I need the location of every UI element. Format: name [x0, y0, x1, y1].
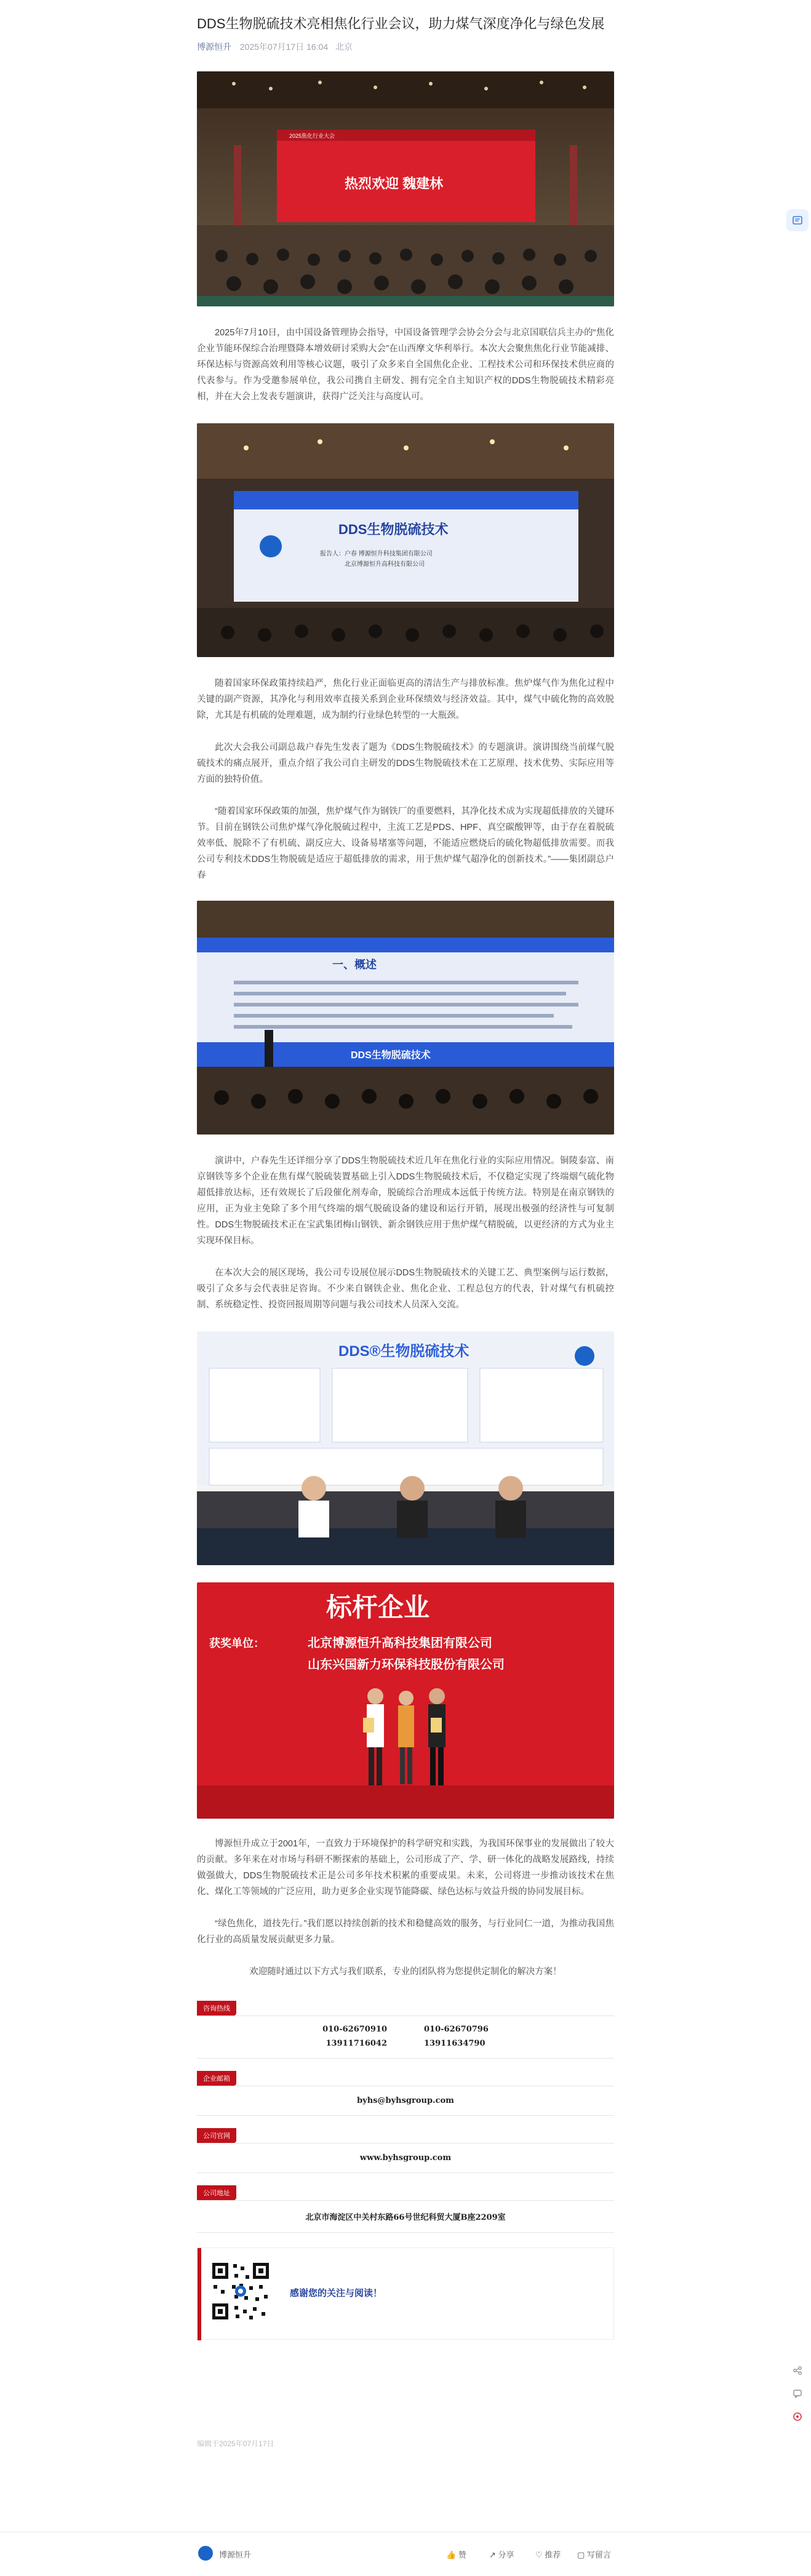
slide-heading: 一、概述: [332, 959, 377, 971]
account-name-link[interactable]: 博源恒升: [197, 42, 231, 52]
publish-location: 北京: [335, 42, 353, 52]
thumb-up-icon: 👍: [446, 2550, 457, 2559]
account-avatar[interactable]: [198, 2546, 213, 2561]
paragraph-5: 演讲中，户春先生还详细分享了DDS生物脱硫技术近几年在焦化行业的实际应用情况。铜陵泰富、南京钢铁等多个企业在焦有煤气脱硫装置基础上引入DDS生物脱硫技术后，不仅稳定实现了终端烟气硫化物超低排放达标，还有效规长了后段催化剂寿命，脱硫综合治理成本远低于传统方法。特别是在南京钢铁的应用，正为业主免除了多个用气终端的烟气脱硫设备的建设和运行开销，展现出极强的经济性与可复制性。DDS生物脱硫技术正在宝武集团梅山钢铁、新余钢铁应用于焦炉煤气精脱硫，以更经济的方式为业主实现环保目标。: [197, 1156, 614, 1246]
email-label: 企业邮箱: [197, 2071, 236, 2086]
comment-label: 写留言: [586, 2550, 611, 2559]
publish-date: 2025年07月17日 16:04: [239, 42, 329, 52]
contact-email-block: [197, 2071, 614, 2116]
conference-hall-image: [197, 71, 614, 306]
phone-row-1: [197, 2025, 614, 2034]
poster-title: DDS®生物脱硫技术: [338, 1343, 469, 1360]
paragraph-7: 博源恒升成立于2001年，一直致力于环境保护的科学研究和实践，为我国环保事业的发展做出了较大的贡献。多年来在对市场与科研不断探索的基础上，公司形成了产、学、研一体化的战略发展路线，持续做强做大，DDS生物脱硫技术正是公司多年技术积累的重要成果。未来，公司将进一步推动该技术在焦化、煤化工等领域的广泛应用，助力更多企业实现节能降碳、绿色达标与效益升级的协同发展目标。: [197, 1839, 614, 1897]
overview-slide-photo[interactable]: [197, 901, 614, 1134]
screen-company-text: 北京博源恒升高科技有限公司: [345, 561, 425, 568]
award-ceremony-image: [197, 1582, 614, 1819]
qr-code-icon[interactable]: [210, 2260, 271, 2322]
closing-quote: “绿色焦化，道技先行。”我们愿以持续创新的技术和稳健高效的服务，与行业同仁一道，为推动我国焦化行业的高质量发展贡献更多力量。: [197, 1919, 614, 1945]
phone-label: 咨询热线: [197, 2001, 236, 2016]
phone-number[interactable]: 010-62670796: [424, 2025, 489, 2034]
divider: [197, 2232, 614, 2233]
phone-row-2: [197, 2039, 614, 2048]
side-share-icon[interactable]: [786, 2359, 809, 2382]
exhibition-booth-photo[interactable]: [197, 1331, 614, 1565]
award-company-2: 山东兴国新力环保科技股份有限公司: [308, 1658, 505, 1672]
overview-slide-image: [197, 901, 614, 1134]
article-meta: [197, 41, 614, 53]
side-reading-icon[interactable]: [786, 209, 809, 231]
phone-number[interactable]: 13911634790: [424, 2039, 485, 2048]
recommend-button[interactable]: [535, 2548, 561, 2560]
screen-reporter-text: 报告人：户春 博源恒升科技集团有限公司: [320, 551, 433, 557]
phone-number[interactable]: 13911716042: [326, 2039, 387, 2048]
qr-accent-bar: [198, 2248, 201, 2340]
like-button[interactable]: [446, 2548, 466, 2560]
bottom-action-bar: [0, 2532, 811, 2576]
site-label: 公司官网: [197, 2128, 236, 2143]
award-headline: 标杆企业: [326, 1593, 430, 1622]
comment-button[interactable]: [577, 2548, 611, 2560]
comment-icon: ▢: [577, 2550, 585, 2559]
slide-bottom-title: DDS生物脱硫技术: [351, 1050, 431, 1061]
share-icon: ↗: [489, 2550, 496, 2559]
paragraph-3: 此次大会我公司副总裁户春先生发表了题为《DDS生物脱硫技术》的专题演讲。演讲围绕当前煤气脱硫技术的痛点展开，重点介绍了我公司自主研发的DDS生物脱硫技术在工艺原理、技术优势、实际应用等方面的独特价值。: [197, 743, 614, 784]
article-title: DDS生物脱硫技术亮相焦化行业会议，助力煤气深度净化与绿色发展: [197, 16, 605, 31]
paragraph-6: 在本次大会的展区现场，我公司专设展位展示DDS生物脱硫技术的关键工艺、典型案例与运行数据，吸引了众多与会代表驻足咨询。不少来自钢铁企业、焦化企业、工程总包方的代表，针对煤气有机硫控制、系统稳定性、投资回报周期等问题与我公司技术人员深入交流。: [197, 1268, 614, 1310]
share-button[interactable]: [489, 2548, 514, 2560]
bottom-account-name[interactable]: 博源恒升: [219, 2550, 252, 2559]
award-ceremony-photo[interactable]: [197, 1582, 614, 1819]
email-value[interactable]: byhs@byhsgroup.com: [357, 2096, 454, 2105]
address-label: 公司地址: [197, 2185, 236, 2200]
quote-paragraph: “随着国家环保政策的加强，焦炉煤气作为钢铁厂的重要燃料，其净化技术成为实现超低排放的关键环节。目前在钢铁公司焦炉煤气净化脱硫过程中，主流工艺是PDS、HPF、真空碳酸钾等，由于存在着脱硫效率低、脱除不了有机硫、副反应大、设备易堵塞等问题，不能适应燃烧后的硫化物超低排放需要。而我公司专利技术DDS生物脱硫是适应于超低排放的需求，用于焦炉煤气超净化的创新技术。”——集团副总户春: [197, 807, 614, 880]
recommend-label: 推荐: [545, 2550, 561, 2559]
divider: [197, 2172, 614, 2173]
side-comment-icon[interactable]: [786, 2382, 809, 2404]
website-value[interactable]: www.byhsgroup.com: [359, 2153, 452, 2163]
divider: [197, 2115, 614, 2116]
contact-invite: 欢迎随时通过以下方式与我们联系，专业的团队将为您提供定制化的解决方案！: [249, 1967, 562, 1977]
like-label: 赞: [458, 2550, 466, 2559]
presentation-screen-photo[interactable]: [197, 423, 614, 657]
divider: [197, 2200, 614, 2201]
screen-title-text: DDS生物脱硫技术: [338, 522, 449, 537]
address-value: 北京市海淀区中关村东路66号世纪科贸大厦B座2209室: [305, 2213, 506, 2222]
share-label: 分享: [498, 2550, 514, 2559]
heart-icon: ♡: [535, 2550, 543, 2559]
award-label: 获奖单位：: [209, 1637, 265, 1649]
edited-date: 编辑于2025年07月17日: [197, 2439, 274, 2448]
presentation-screen-image: [197, 423, 614, 657]
banner-small-text: 2025焦化行业大会: [289, 133, 335, 139]
conference-hall-photo[interactable]: [197, 71, 614, 306]
paragraph-1: 2025年7月10日，由中国设备管理协会指导，中国设备管理学会协会分会与北京国联信兵主办的“焦化企业节能环保综合治理暨降本增效研讨采购大会”在山西摩文华利举行。本次大会聚焦焦化行业节能减排、环保达标与资源高效利用等核心议题，吸引了众多来自全国焦化企业、工程技术公司和环保技术供应商的代表参与。作为受邀参展单位，我公司携自主研发、拥有完全自主知识产权的DDS生物脱硫技术精彩亮相，并在大会上发表专题演讲，获得广泛关注与高度认可。: [197, 328, 614, 402]
side-miniprogram-icon[interactable]: [786, 2406, 809, 2428]
qr-card: [197, 2247, 614, 2340]
contact-address-block: [197, 2185, 614, 2233]
divider: [197, 2058, 614, 2059]
phone-number[interactable]: 010-62670910: [322, 2025, 387, 2034]
exhibition-booth-image: [197, 1331, 614, 1565]
banner-caption: 热烈欢迎 魏建林: [345, 176, 444, 191]
award-company-1: 北京博源恒升高科技集团有限公司: [308, 1637, 492, 1650]
article-body: [197, 0, 614, 2449]
contact-phone-block: [197, 2001, 614, 2059]
paragraph-2: 随着国家环保政策持续趋严，焦化行业正面临更高的清洁生产与排放标准。焦炉煤气作为焦化过程中关键的副产资源，其净化与利用效率直接关系到企业环保绩效与经济效益。其中，煤气中硫化物的高效脱除，尤其是有机硫的处理难题，成为制约行业绿色转型的一大瓶颈。: [197, 679, 614, 720]
contact-site-block: [197, 2128, 614, 2173]
qr-thanks-text: 感谢您的关注与阅读！: [290, 2288, 383, 2299]
